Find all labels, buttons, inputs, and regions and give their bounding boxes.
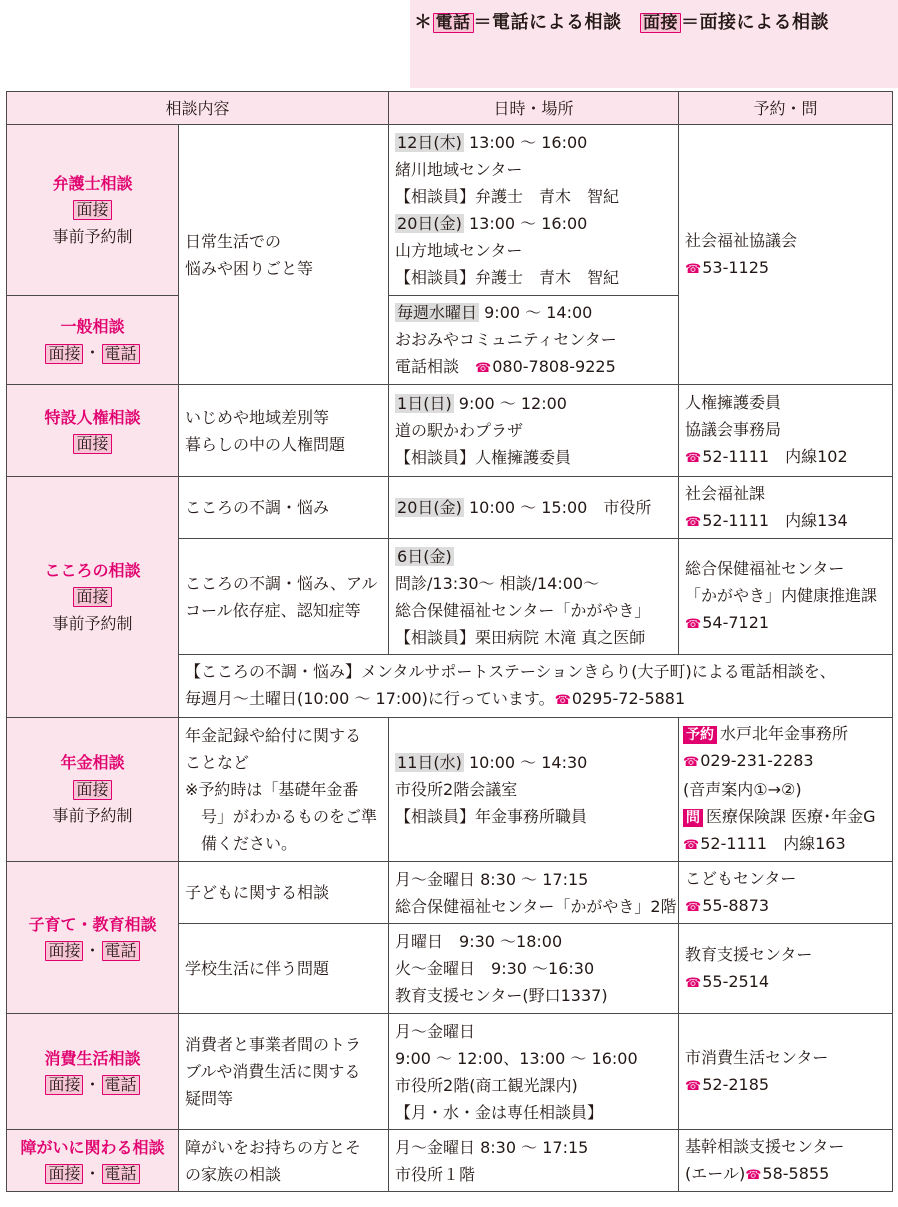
category-human-rights: 特設人権相談 面接 — [7, 385, 179, 477]
phone-icon: ☎ — [683, 755, 700, 770]
date-box: 12日(木) — [397, 133, 462, 152]
table-row-consumer — [7, 1014, 893, 1130]
schedule-general: 毎週水曜日 9:00 ～ 14:00 おおみやコミュニティセンター 電話相談 ☎080-7808-9225 — [389, 296, 679, 385]
table-row-mental-1 — [7, 477, 893, 539]
phone-icon: ☎ — [685, 617, 702, 632]
content-human-rights: いじめや地域差別等 暮らしの中の人権問題 — [179, 385, 389, 477]
content-disability: 障がいをお持ちの方とそ の家族の相談 — [179, 1130, 389, 1192]
header-datetime: 日時・場所 — [389, 92, 679, 125]
date-box: 20日(金) — [397, 214, 462, 233]
inquiry-badge: 問 — [683, 809, 703, 827]
contact-pension: 予約 水戸北年金事務所 ☎029-231-2283 (音声案内①→②) 問 医療保険課 医療･年金G ☎52-1111 内線163 — [679, 718, 893, 862]
phone-tag: 電話 — [102, 1164, 140, 1184]
table-row-disability — [7, 1130, 893, 1192]
schedule-mental-1: 20日(金) 10:00 ～ 15:00 市役所 — [389, 477, 679, 539]
content-lawyer: 日常生活での 悩みや困りごと等 — [179, 125, 389, 385]
phone-icon: ☎ — [685, 975, 702, 991]
category-disability: 障がいに関わる相談 面接 ・ 電話 — [7, 1130, 179, 1192]
content-mental-2: こころの不調・悩み、アル コール依存症、認知症等 — [179, 539, 389, 655]
category-general: 一般相談 面接 ・ 電話 — [7, 296, 179, 385]
date-box: 20日(金) — [397, 498, 462, 517]
table-row-lawyer — [7, 125, 893, 296]
schedule-child-2: 月曜日 9:30 ～18:00 火～金曜日 9:30 ～16:30 教育支援センター(野口1337) — [389, 924, 679, 1014]
date-box: 1日(日) — [397, 394, 452, 413]
table-row-pension — [7, 718, 893, 862]
category-title: 弁護士相談 — [52, 173, 133, 193]
contact-child-2: 教育支援センター ☎55-2514 — [679, 924, 893, 1014]
phone-icon: ☎ — [685, 514, 702, 530]
schedule-pension: 11日(水) 10:00 ～ 14:30 市役所2階会議室 【相談員】年金事務所職員 — [389, 718, 679, 862]
header-contact: 予約・問 — [679, 92, 893, 125]
visit-tag: 面接 — [73, 780, 111, 800]
contact-disability: 基幹相談支援センター (エール)☎58-5855 — [679, 1130, 893, 1192]
consultation-table — [6, 91, 893, 1192]
legend-visit-desc: ＝面接による相談 — [681, 12, 829, 33]
header-content: 相談内容 — [7, 92, 389, 125]
table-row-child-1 — [7, 862, 893, 924]
phone-tag: 電話 — [102, 941, 140, 961]
contact-lawyer: 社会福祉協議会 ☎53-1125 — [679, 125, 893, 385]
contact-child-1: こどもセンター ☎55-8873 — [679, 862, 893, 924]
phone-tag: 電話 — [102, 1075, 140, 1095]
phone-icon: ☎ — [683, 838, 700, 853]
legend-visit-tag: 面接 — [640, 13, 681, 33]
visit-tag: 面接 — [45, 941, 83, 961]
phone-icon: ☎ — [685, 1078, 702, 1094]
schedule-mental-2: 6日(金) 問診/13:30～ 相談/14:00～ 総合保健福祉センター「かがやき」 【相談員】栗田病院 木滝 真之医師 — [389, 539, 679, 655]
schedule-disability: 月～金曜日 8:30 ～ 17:15 市役所１階 — [389, 1130, 679, 1192]
schedule-lawyer: 12日(木) 13:00 ～ 16:00 緒川地域センター 【相談員】弁護士 青木 智紀 20日(金) 13:00 ～ 16:00 山方地域センター 【相談員】弁護士 青木 智紀 — [389, 125, 679, 296]
legend-phone-desc: ＝電話による相談 — [473, 12, 622, 33]
schedule-human-rights: 1日(日) 9:00 ～ 12:00 道の駅かわプラザ 【相談員】人権擁護委員 — [389, 385, 679, 477]
phone-icon: ☎ — [685, 899, 702, 915]
category-mental: こころの相談 面接 事前予約制 — [7, 477, 179, 718]
phone-icon: ☎ — [475, 360, 492, 376]
phone-icon: ☎ — [745, 1167, 762, 1183]
visit-tag: 面接 — [73, 434, 111, 454]
contact-human-rights: 人権擁護委員 協議会事務局 ☎52-1111 内線102 — [679, 385, 893, 477]
contact-mental-2: 総合保健福祉センター 「かがやき」内健康推進課 ☎54-7121 — [679, 539, 893, 655]
legend — [414, 8, 898, 34]
visit-tag: 面接 — [73, 200, 111, 220]
visit-tag: 面接 — [45, 1075, 83, 1095]
contact-consumer: 市消費生活センター ☎52-2185 — [679, 1014, 893, 1130]
content-child-1: 子どもに関する相談 — [179, 862, 389, 924]
phone-icon: ☎ — [685, 261, 702, 277]
category-lawyer — [7, 125, 179, 296]
content-child-2: 学校生活に伴う問題 — [179, 924, 389, 1014]
schedule-consumer: 月～金曜日 9:00 ～ 12:00、13:00 ～ 16:00 市役所2階(商工観光課内) 【月・水・金は専任相談員】 — [389, 1014, 679, 1130]
visit-tag: 面接 — [45, 344, 83, 364]
category-child: 子育て・教育相談 面接 ・ 電話 — [7, 862, 179, 1014]
date-box: 6日(金) — [397, 546, 452, 566]
category-consumer: 消費生活相談 面接 ・ 電話 — [7, 1014, 179, 1130]
legend-asterisk: ＊ — [414, 12, 433, 33]
date-box: 11日(水) — [397, 753, 462, 772]
mental-phone-notice: 【こころの不調・悩み】メンタルサポートステーションきらり(大子町)による電話相談を、 毎週月～土曜日(10:00 ～ 17:00)に行っています。☎0295-72-5881 — [179, 655, 893, 718]
content-mental-1: こころの不調・悩み — [179, 477, 389, 539]
table-row-human-rights — [7, 385, 893, 477]
reservation-badge: 予約 — [683, 726, 717, 744]
visit-tag: 面接 — [45, 1164, 83, 1184]
phone-icon: ☎ — [685, 451, 702, 466]
category-pension: 年金相談 面接 事前予約制 — [7, 718, 179, 862]
reservation-note: 事前予約制 — [52, 226, 133, 246]
contact-mental-1: 社会福祉課 ☎52-1111 内線134 — [679, 477, 893, 539]
phone-icon: ☎ — [554, 693, 571, 708]
schedule-child-1: 月～金曜日 8:30 ～ 17:15 総合保健福祉センター「かがやき」2階 — [389, 862, 679, 924]
content-pension: 年金記録や給付に関する ことなど ※予約時は「基礎年金番号」がわかるものをご準備ください。 — [179, 718, 389, 862]
table-header-row — [7, 92, 893, 125]
phone-tag: 電話 — [102, 344, 140, 364]
content-consumer: 消費者と事業者間のトラ ブルや消費生活に関する 疑問等 — [179, 1014, 389, 1130]
legend-phone-tag: 電話 — [433, 13, 474, 33]
visit-tag: 面接 — [73, 587, 111, 607]
date-box: 毎週水曜日 — [397, 302, 478, 322]
